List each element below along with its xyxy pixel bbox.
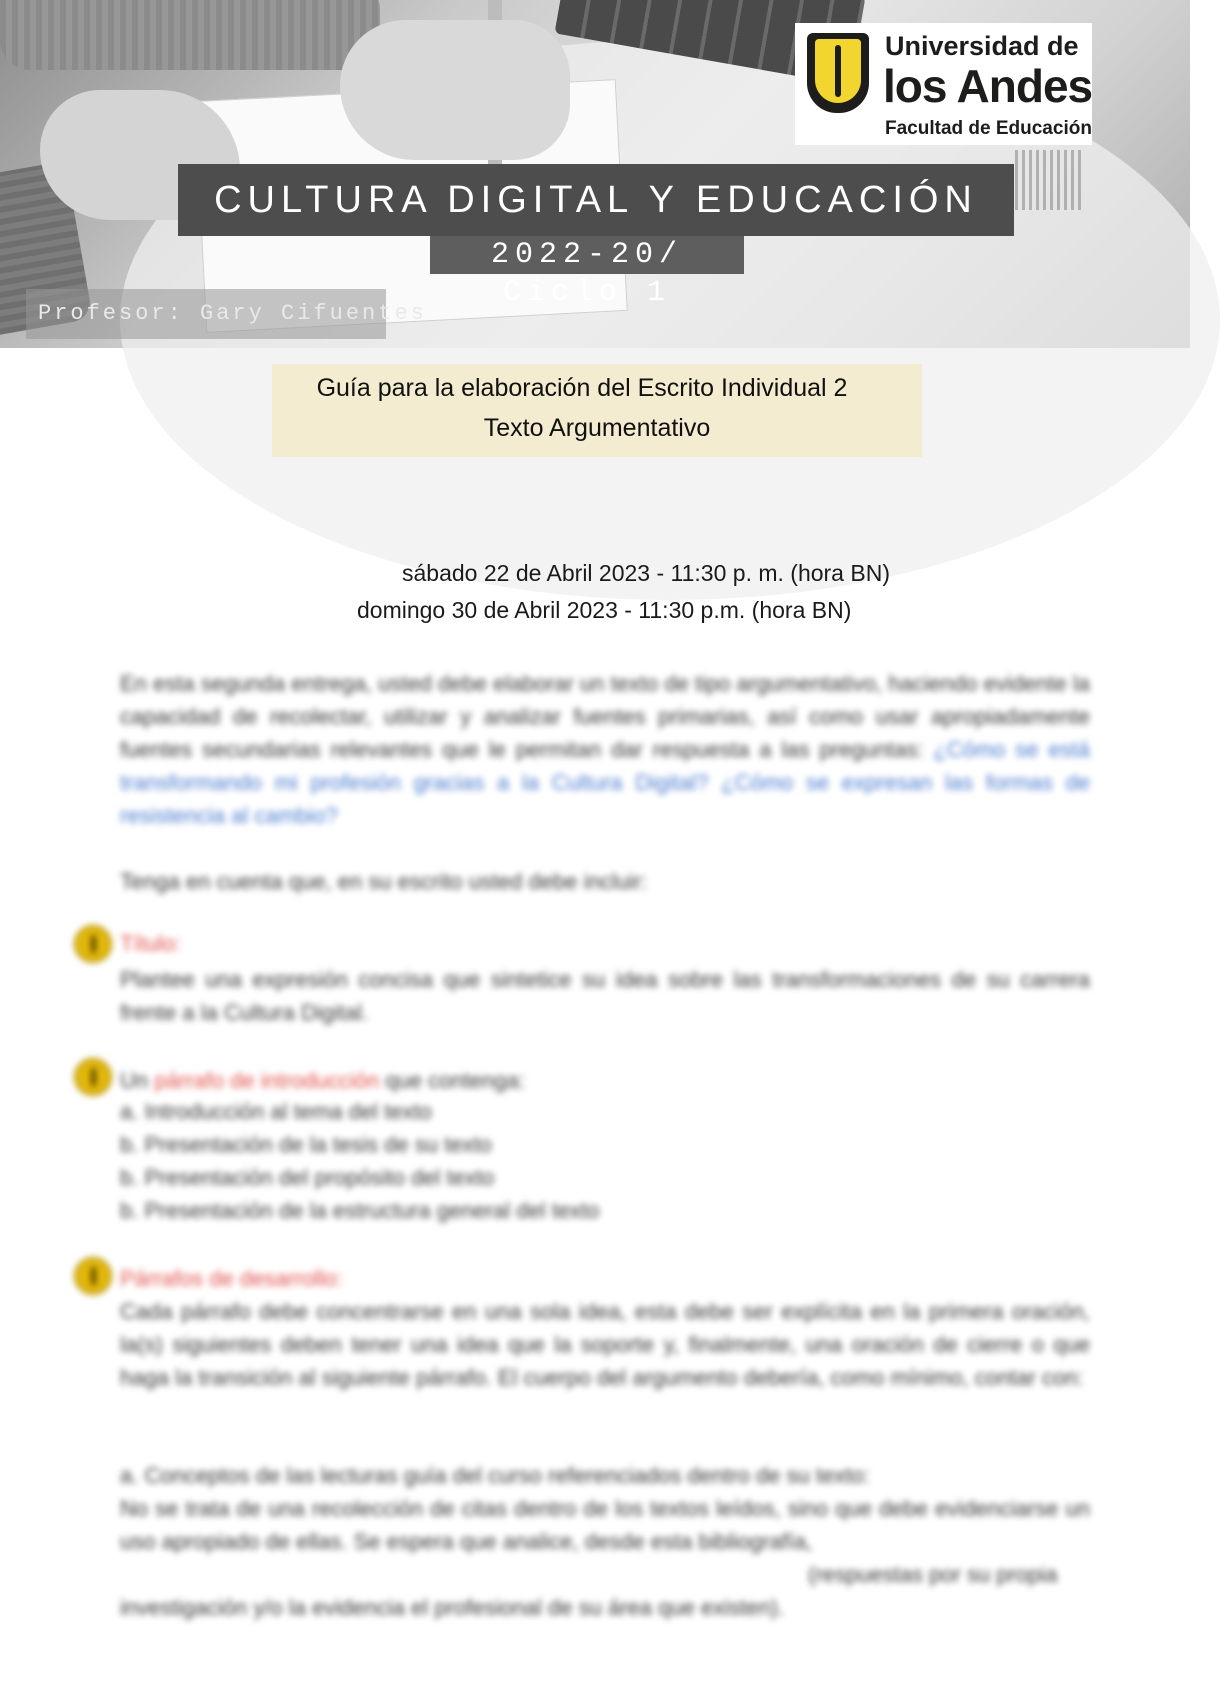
banner-photo-hand-right: [340, 20, 570, 160]
logo-line3: Facultad de Educación: [885, 118, 1092, 139]
section3-text: Cada párrafo debe concentrarse en una sola idea, esta debe ser explícita en la primera oración, la(s) siguientes deben tener una idea que la soporte y, finalmente, una oración de cierre o que haga la transición al siguiente párrafo. El cuerpo del argumento debería, como mínimo, contar con:: [120, 1299, 1090, 1390]
warning-icon: [74, 925, 112, 963]
banner-photo-sleeve: [0, 0, 380, 70]
intro-questions-link[interactable]: ¿Cómo se está transformando mi profesión gracias a la Cultura Digital? ¿Cómo se expresan las formas de resistencia al cambio?: [120, 737, 1091, 828]
logo-line1: Universidad de: [885, 31, 1079, 61]
warning-icon: [74, 1058, 112, 1096]
list-item: b. Presentación de la estructura general del texto: [120, 1198, 600, 1223]
section2-suffix: que contenga:: [385, 1068, 525, 1093]
course-title: CULTURA DIGITAL Y EDUCACIÓN: [178, 164, 1014, 236]
intro-text: En esta segunda entrega, usted debe elaborar un texto de tipo argumentativo, haciendo evidente la capacidad de recolectar, utilizar y analizar fuentes primarias, así como usar apropiadamente fuentes secundarias relevantes que le permitan dar respuesta a las preguntas:: [120, 671, 1090, 762]
header-banner: [0, 0, 1190, 348]
section3-title: Párrafos de desarrollo:: [120, 1266, 343, 1291]
university-logo: [795, 23, 1092, 145]
date-line1: sábado 22 de Abril 2023 - 11:30 p. m. (hora BN): [402, 560, 890, 586]
list-item: a. Introducción al tema del texto: [120, 1099, 432, 1124]
professor-label: Profesor: Gary Cifuentes: [26, 289, 386, 339]
logo-line2: los Andes: [883, 60, 1093, 112]
concept-text: No se trata de una recolección de citas dentro de los textos leídos, sino que debe evidenciarse un uso apropiado de ellas. Se espera que analice, desde esta bibliografía,: [120, 1496, 1090, 1554]
banner-photo-spiral: [1015, 150, 1085, 210]
section1-title: Título:: [120, 931, 182, 956]
guide-title-line1: Guía para la elaboración del Escrito Individual 2: [316, 374, 848, 402]
date-line2: domingo 30 de Abril 2023 - 11:30 p.m. (hora BN): [357, 597, 852, 623]
section2-title: párrafo de introducción: [154, 1068, 380, 1093]
note-paragraph: Tenga en cuenta que, en su escrito usted debe incluir:: [120, 869, 648, 894]
concept-text2: (respuestas por su propia: [808, 1562, 1058, 1587]
list-item: b. Presentación del propósito del texto: [120, 1165, 495, 1190]
warning-icon: [74, 1257, 112, 1295]
university-shield-icon: [807, 33, 869, 113]
course-cycle: 2022-20/ Ciclo 1: [430, 236, 744, 274]
list-item: b. Presentación de la tesis de su texto: [120, 1132, 492, 1157]
section2-prefix: Un: [120, 1068, 149, 1093]
intro-paragraph: [120, 667, 1090, 832]
section1-text: Plantee una expresión concisa que sintetice su idea sobre las transformaciones de su carrera frente a la Cultura Digital.: [120, 967, 1090, 1025]
section2-heading: [120, 1064, 525, 1097]
concept-text3: investigación y/o la evidencia el profesional de su área que existen).: [120, 1595, 785, 1620]
guide-title-box: [272, 364, 922, 457]
concept-item: a. Conceptos de las lecturas guía del curso referenciados dentro de su texto:: [120, 1463, 870, 1488]
guide-title-line2: Texto Argumentativo: [483, 414, 711, 442]
